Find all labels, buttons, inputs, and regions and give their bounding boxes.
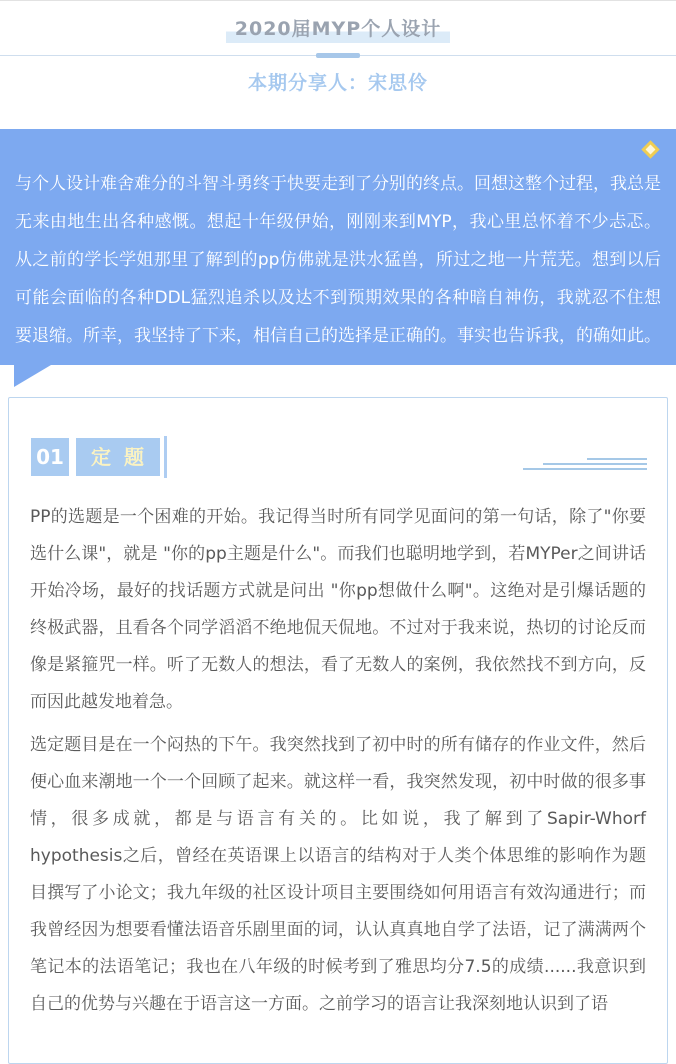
section-header: [31, 436, 647, 478]
intro-speech-bubble: [0, 129, 676, 365]
diamond-icon: [641, 140, 659, 158]
top-divider-line: [0, 0, 676, 1]
divider-accent-bar: [316, 53, 360, 58]
section-number-badge: 01: [31, 438, 69, 476]
presenter-subtitle: 本期分享人：宋思伶: [247, 72, 428, 94]
content-card: [8, 397, 668, 1064]
speech-bubble-tail: [14, 365, 51, 387]
diamond-icon-inner: [646, 145, 656, 155]
body-paragraph-2: 选定题目是在一个闷热的下午。我突然找到了初中时的所有储存的作业文件，然后便心血来潮地一个一个回顾了起来。就这样一看，我突然发现，初中时做的很多事情，很多成就，都是与语言有关的。比如说，我了解到了Sapir-Whorf hypothesis之后，曾经在英语课上以语言的结构对于人类个体思维的影响作为题目撰写了小论文；我九年级的社区设计项目主要围绕如何用语言有效沟通进行；而我曾经因为想要看懂法语音乐剧里面的词，认认真真地自学了法语，记了满满两个笔记本的法语笔记；我也在八年级的时候考到了雅思均分7.5的成绩......我意识到自己的优势与兴趣在于语言这一方面。之前学习的语言让我深刻地认识到了语: [30, 735, 646, 1014]
decorative-lines: [523, 458, 647, 470]
header-divider: [0, 55, 676, 56]
page-title-text: 2020届MYP个人设计: [226, 18, 450, 43]
body-paragraph-1: PP的选题是一个困难的开始。我记得当时所有同学见面问的第一句话，除了"你要选什么课"，就是 "你的pp主题是什么"。而我们也聪明地学到，若MYPer之间讲话开始冷场，最好的找话题方式就是问出 "你pp想做什么啊"。这绝对是引爆话题的终极武器，且看各个同学滔滔不绝地侃天侃地。不过对于我来说，热切的讨论反而像是紧箍咒一样。听了无数人的想法，看了无数人的案例，我依然找不到方向，反而因此越发地着急。: [30, 507, 646, 712]
section-header-bar: [164, 436, 167, 478]
section-title-badge: 定题: [76, 438, 160, 476]
decorative-line-long: [523, 468, 647, 470]
decorative-line-short: [587, 458, 647, 460]
intro-paragraph: 与个人设计难舍难分的斗智斗勇终于快要走到了分别的终点。回想这整个过程，我总是无来由地生出各种感慨。想起十年级伊始，刚刚来到MYP，我心里总怀着不少忐忑。从之前的学长学姐那里了解到的pp仿佛就是洪水猛兽，所过之地一片荒芜。想到以后可能会面临的各种DDL猛烈追杀以及达不到预期效果的各种暗自神伤，我就忍不住想要退缩。所幸，我坚持了下来，相信自己的选择是正确的。事实也告诉我，的确如此。: [15, 174, 661, 346]
page-title: [0, 14, 676, 41]
decorative-line-medium: [543, 463, 647, 465]
